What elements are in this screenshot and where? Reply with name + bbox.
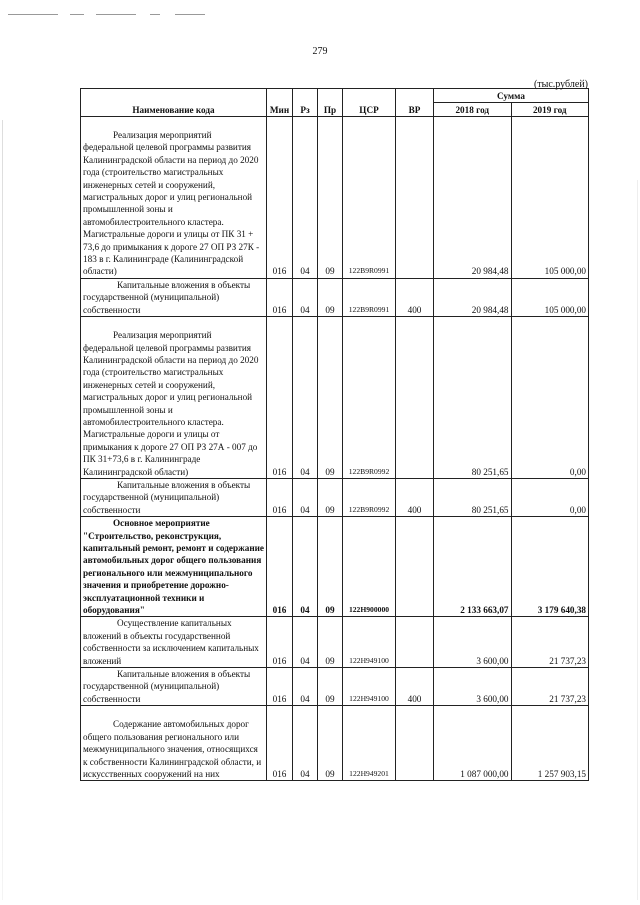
scan-artifact-top <box>0 12 640 18</box>
table-row <box>81 278 589 316</box>
budget-table <box>80 88 589 781</box>
row-2019: 21 737,23 <box>511 668 589 706</box>
row-2018: 20 984,48 <box>434 278 512 316</box>
row-2019: 0,00 <box>511 478 589 516</box>
row-2019: 105 000,00 <box>511 278 589 316</box>
table-row-main-activity <box>81 517 589 617</box>
row-2018: 80 251,65 <box>434 317 512 479</box>
row-name: Содержание автомобильных дорог общего пользования регионального или межмуниципального значения, относящихся к собственности Калининградской области, и искусственных сооружений на них <box>81 706 267 781</box>
row-2018: 2 133 663,07 <box>434 517 512 617</box>
row-mn: 016 <box>267 117 293 279</box>
row-name: Реализация мероприятий федеральной целевой программы развития Калининградской области на период до 2020 года (строительство магистральных инженерных сетей и сооружений, магистральных дорог и улиц региональной промышленной зоны и автомобилестроительного кластера. Магистральные дороги и улицы от примыкания к дороге 27 ОП РЗ 27А - 007 до ПК 31+73,6 в г. Калининграде Калининградской области) <box>81 317 267 479</box>
row-2018: 1 087 000,00 <box>434 706 512 781</box>
row-csr: 122В9R0992 <box>343 317 396 479</box>
page-number: 279 <box>312 46 328 57</box>
header-rz: Рз <box>293 89 318 117</box>
row-rz: 04 <box>293 278 318 316</box>
header-year-2018: 2018 год <box>434 103 512 117</box>
row-pr: 09 <box>318 668 343 706</box>
row-pr: 09 <box>318 478 343 516</box>
row-csr: 122В9R0991 <box>343 117 396 279</box>
row-csr: 122В9R0991 <box>343 278 396 316</box>
header-name: Наименование кода <box>81 89 267 117</box>
row-mn: 016 <box>267 517 293 617</box>
row-rz: 04 <box>293 668 318 706</box>
row-rz: 04 <box>293 706 318 781</box>
row-vr: 400 <box>396 278 434 316</box>
header-year-2019: 2019 год <box>511 103 589 117</box>
row-2019: 1 257 903,15 <box>511 706 589 781</box>
row-2018: 20 984,48 <box>434 117 512 279</box>
row-rz: 04 <box>293 317 318 479</box>
row-pr: 09 <box>318 617 343 668</box>
row-csr: 122Н949100 <box>343 668 396 706</box>
header-csr: ЦСР <box>343 89 396 117</box>
row-name: Осуществление капитальных вложений в объекты государственной собственности за исключением капитальных вложений <box>81 617 267 668</box>
row-2019: 3 179 640,38 <box>511 517 589 617</box>
row-csr: 122Н900000 <box>343 517 396 617</box>
header-mn: Мин <box>267 89 293 117</box>
table-header-row-1 <box>81 89 589 103</box>
row-vr <box>396 117 434 279</box>
row-rz: 04 <box>293 617 318 668</box>
row-mn: 016 <box>267 478 293 516</box>
row-vr <box>396 706 434 781</box>
row-vr: 400 <box>396 668 434 706</box>
row-mn: 016 <box>267 668 293 706</box>
row-pr: 09 <box>318 317 343 479</box>
header-pr: Пр <box>318 89 343 117</box>
row-mn: 016 <box>267 278 293 316</box>
row-2019: 21 737,23 <box>511 617 589 668</box>
scan-artifact-left-edge <box>2 120 3 900</box>
row-name: Капитальные вложения в объекты государственной (муниципальной) собственности <box>81 478 267 516</box>
table-row <box>81 617 589 668</box>
row-name: Основное мероприятие "Строительство, реконструкция, капитальный ремонт, ремонт и содержание автомобильных дорог общего пользования регионального или межмуниципального значения и приобретение дорожно-эксплуатационной техники и оборудования" <box>81 517 267 617</box>
row-mn: 016 <box>267 706 293 781</box>
row-2018: 80 251,65 <box>434 478 512 516</box>
row-csr: 122Н949201 <box>343 706 396 781</box>
row-2019: 0,00 <box>511 317 589 479</box>
row-csr: 122Н949100 <box>343 617 396 668</box>
row-2018: 3 600,00 <box>434 668 512 706</box>
row-pr: 09 <box>318 706 343 781</box>
row-pr: 09 <box>318 117 343 279</box>
header-vr: ВР <box>396 89 434 117</box>
row-name: Реализация мероприятий федеральной целевой программы развития Калининградской области на период до 2020 года (строительство магистральных инженерных сетей и сооружений, магистральных дорог и улиц региональной промышленной зоны и автомобилестроительного кластера. Магистральные дороги и улицы от ПК 31 + 73,6 до примыкания к дороге 27 ОП РЗ 27К - 183 в г. Калининграде (Калининградской области) <box>81 117 267 279</box>
row-rz: 04 <box>293 478 318 516</box>
row-name: Капитальные вложения в объекты государственной (муниципальной) собственности <box>81 278 267 316</box>
row-pr: 09 <box>318 278 343 316</box>
table-row <box>81 668 589 706</box>
table-row <box>81 317 589 479</box>
row-mn: 016 <box>267 617 293 668</box>
table-row <box>81 117 589 279</box>
scan-artifact-right-edge <box>637 180 638 900</box>
units-label: (тыс.рублей) <box>533 79 588 90</box>
row-rz: 04 <box>293 117 318 279</box>
row-vr <box>396 517 434 617</box>
table-row <box>81 478 589 516</box>
row-mn: 016 <box>267 317 293 479</box>
row-name: Капитальные вложения в объекты государственной (муниципальной) собственности <box>81 668 267 706</box>
row-2018: 3 600,00 <box>434 617 512 668</box>
row-pr: 09 <box>318 517 343 617</box>
row-2019: 105 000,00 <box>511 117 589 279</box>
row-vr: 400 <box>396 478 434 516</box>
row-vr <box>396 317 434 479</box>
row-rz: 04 <box>293 517 318 617</box>
table-row <box>81 706 589 781</box>
row-csr: 122В9R0992 <box>343 478 396 516</box>
header-sum: Сумма <box>434 89 589 103</box>
row-vr <box>396 617 434 668</box>
